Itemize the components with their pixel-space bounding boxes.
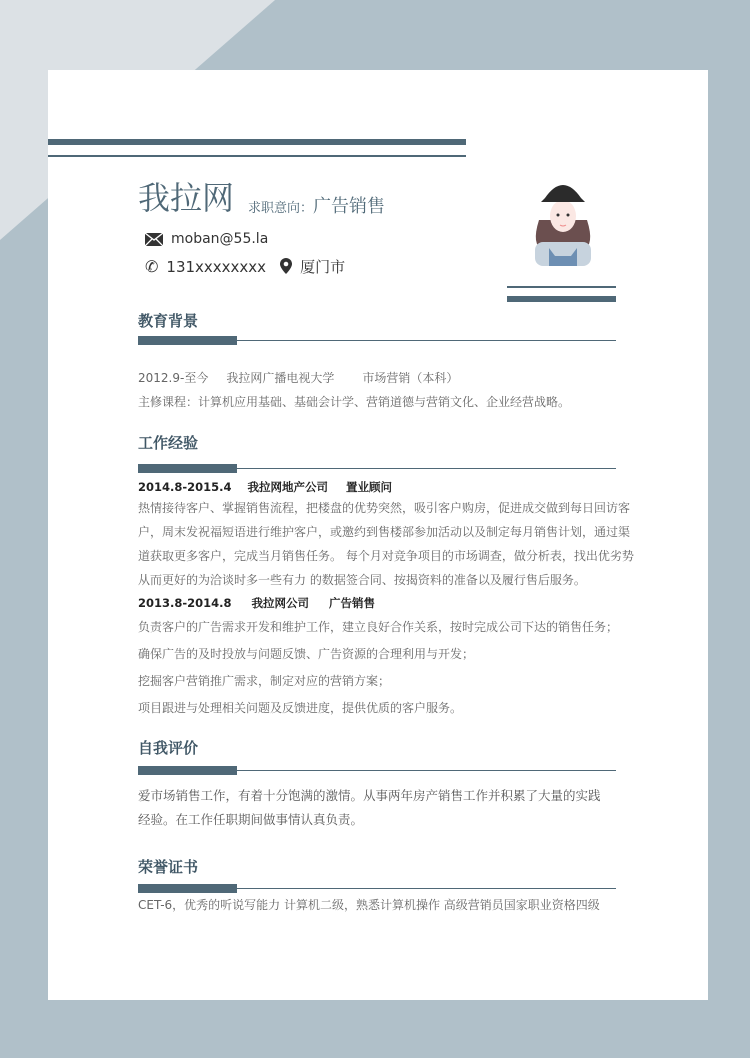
- job-line: 从而更好的为洽谈时多一些有力 的数据签合同、按揭资料的准备以及履行售后服务。: [138, 573, 586, 587]
- job-company: 我拉网地产公司: [247, 480, 329, 494]
- job-header: [138, 478, 616, 496]
- honors-content: CET-6，优秀的听说写能力 计算机二级，熟悉计算机操作 高级营销员国家职业资格四级: [138, 898, 600, 912]
- intent-label: 求职意向：: [248, 201, 314, 216]
- job-line: 户，周末发祝福短语进行维护客户，或邀约到售楼部参加活动以及制定每月销售计划，通过渠: [138, 525, 631, 539]
- work-content: [138, 478, 634, 722]
- education-section: [138, 310, 616, 414]
- resume-page: [48, 70, 708, 1000]
- education-period: 2012.9-至今: [138, 371, 209, 385]
- section-divider: [138, 766, 616, 775]
- mail-icon: [145, 233, 163, 246]
- education-content: [138, 367, 616, 414]
- job-line: 热情接待客户、掌握销售流程，把楼盘的优势突然，吸引客户购房，促进成交做到每日回访客: [138, 501, 631, 515]
- section-title-honors: 荣誉证书: [138, 858, 199, 876]
- job-role: 广告销售: [329, 596, 376, 610]
- email-row: [145, 231, 268, 247]
- job-role: 置业顾问: [346, 480, 393, 494]
- education-major: 市场营销（本科）: [362, 371, 459, 385]
- phone-icon: ✆: [145, 257, 159, 276]
- section-accent-bar: [138, 464, 237, 473]
- section-accent-bar: [138, 766, 237, 775]
- job-line: 道获取更多客户，完成当月销售任务。 每个月对竞争项目的市场调查，做分析表，找出优劣势: [138, 549, 634, 563]
- job-period: 2013.8-2014.8: [138, 596, 232, 610]
- job-line: 项目跟进与处理相关问题及反馈进度，提供优质的客户服务。: [138, 701, 463, 715]
- section-accent-bar: [138, 884, 237, 893]
- email: moban@55.la: [171, 231, 269, 247]
- section-title-work: 工作经验: [138, 434, 199, 452]
- education-row: [138, 367, 616, 391]
- job-header: [138, 592, 616, 614]
- self-content: [138, 784, 616, 832]
- resume-sections: [138, 310, 634, 918]
- honors-section: [138, 856, 616, 918]
- intent-value: 广告销售: [313, 196, 386, 217]
- job-description: [138, 614, 619, 722]
- city: 厦门市: [300, 258, 346, 276]
- photo-thick-bar: [507, 296, 616, 302]
- job-company: 我拉网公司: [251, 596, 310, 610]
- section-accent-bar: [138, 336, 237, 345]
- education-courses: 主修课程：计算机应用基础、基础会计学、营销道德与营销文化、企业经营战略。: [138, 394, 571, 409]
- section-title-self: 自我评价: [138, 739, 199, 757]
- avatar: [525, 170, 601, 266]
- section-divider: [138, 336, 616, 345]
- self-line: 经验。在工作任职期间做事情认真负责。: [138, 812, 364, 827]
- job-description: [138, 496, 634, 592]
- job-line: 负责客户的广告需求开发和维护工作，建立良好合作关系，按时完成公司下达的销售任务；: [138, 620, 619, 634]
- job-line: 确保广告的及时投放与问题反馈、广告资源的合理利用与开发；: [138, 647, 475, 661]
- location-pin-icon: [280, 258, 292, 275]
- section-divider: [138, 464, 616, 473]
- photo-thin-bar: [507, 286, 616, 288]
- phone-row: [145, 256, 345, 277]
- top-thick-bar: [48, 139, 466, 145]
- job-intent: [248, 192, 385, 218]
- section-title-education: 教育背景: [138, 312, 199, 330]
- top-thin-bar: [48, 155, 466, 157]
- section-divider: [138, 884, 616, 893]
- job-period: 2014.8-2015.4: [138, 480, 232, 494]
- phone: 131xxxxxxxx: [166, 257, 267, 276]
- job-line: 挖掘客户营销推广需求，制定对应的营销方案；: [138, 674, 391, 688]
- self-section: [138, 737, 616, 832]
- candidate-name: 我拉网: [138, 179, 235, 217]
- work-section: [138, 432, 634, 722]
- education-school: 我拉网广播电视大学: [226, 371, 335, 385]
- self-line: 爱市场销售工作，有着十分饱满的激情。从事两年房产销售工作并积累了大量的实践: [138, 788, 601, 803]
